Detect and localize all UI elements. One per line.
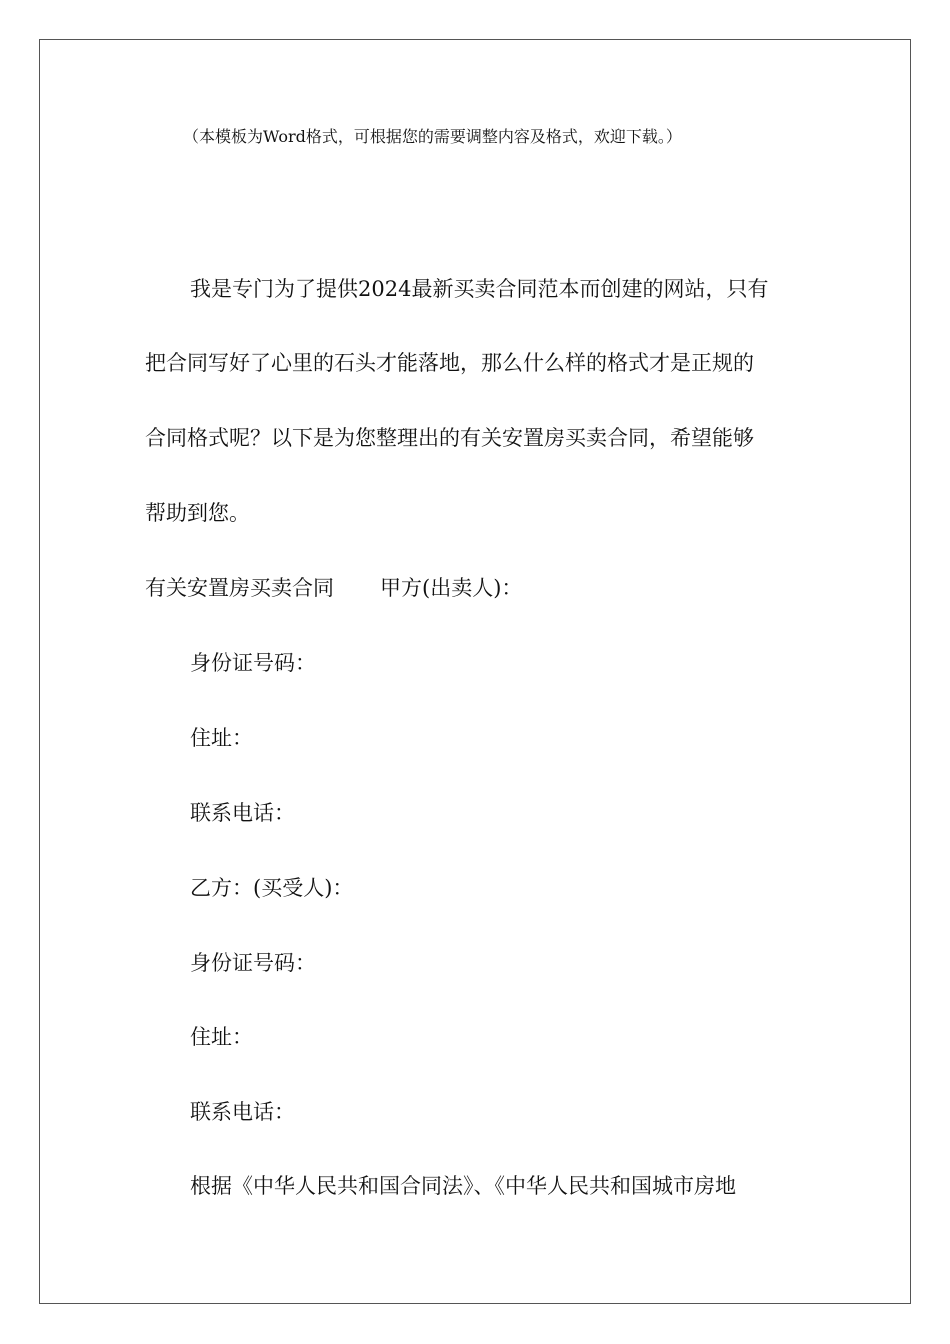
party-a-phone-label: 联系电话： <box>190 801 295 825</box>
intro-line-2: 把合同写好了心里的石头才能落地，那么什么样的格式才是正规的 <box>145 351 754 375</box>
party-a-id-label: 身份证号码： <box>190 651 316 675</box>
intro-line-3: 合同格式呢？以下是为您整理出的有关安置房买卖合同，希望能够 <box>145 426 754 450</box>
contract-title: 有关安置房买卖合同 <box>145 576 334 600</box>
party-a-heading: 甲方(出卖人)： <box>380 576 523 600</box>
party-a-address-label: 住址： <box>190 726 253 750</box>
template-note: （本模板为Word格式，可根据您的需要调整内容及格式，欢迎下载。） <box>183 127 682 146</box>
legal-basis-line: 根据《中华人民共和国合同法》、《中华人民共和国城市房地 <box>190 1174 736 1198</box>
party-b-phone-label: 联系电话： <box>190 1100 295 1124</box>
intro-line-4: 帮助到您。 <box>145 501 250 525</box>
intro-line-1: 我是专门为了提供2024最新买卖合同范本而创建的网站，只有 <box>190 277 769 301</box>
party-b-id-label: 身份证号码： <box>190 951 316 975</box>
party-b-heading: 乙方：(买受人)： <box>190 876 354 900</box>
party-b-address-label: 住址： <box>190 1025 253 1049</box>
contract-title-row <box>145 574 522 602</box>
page-border <box>39 39 911 1304</box>
